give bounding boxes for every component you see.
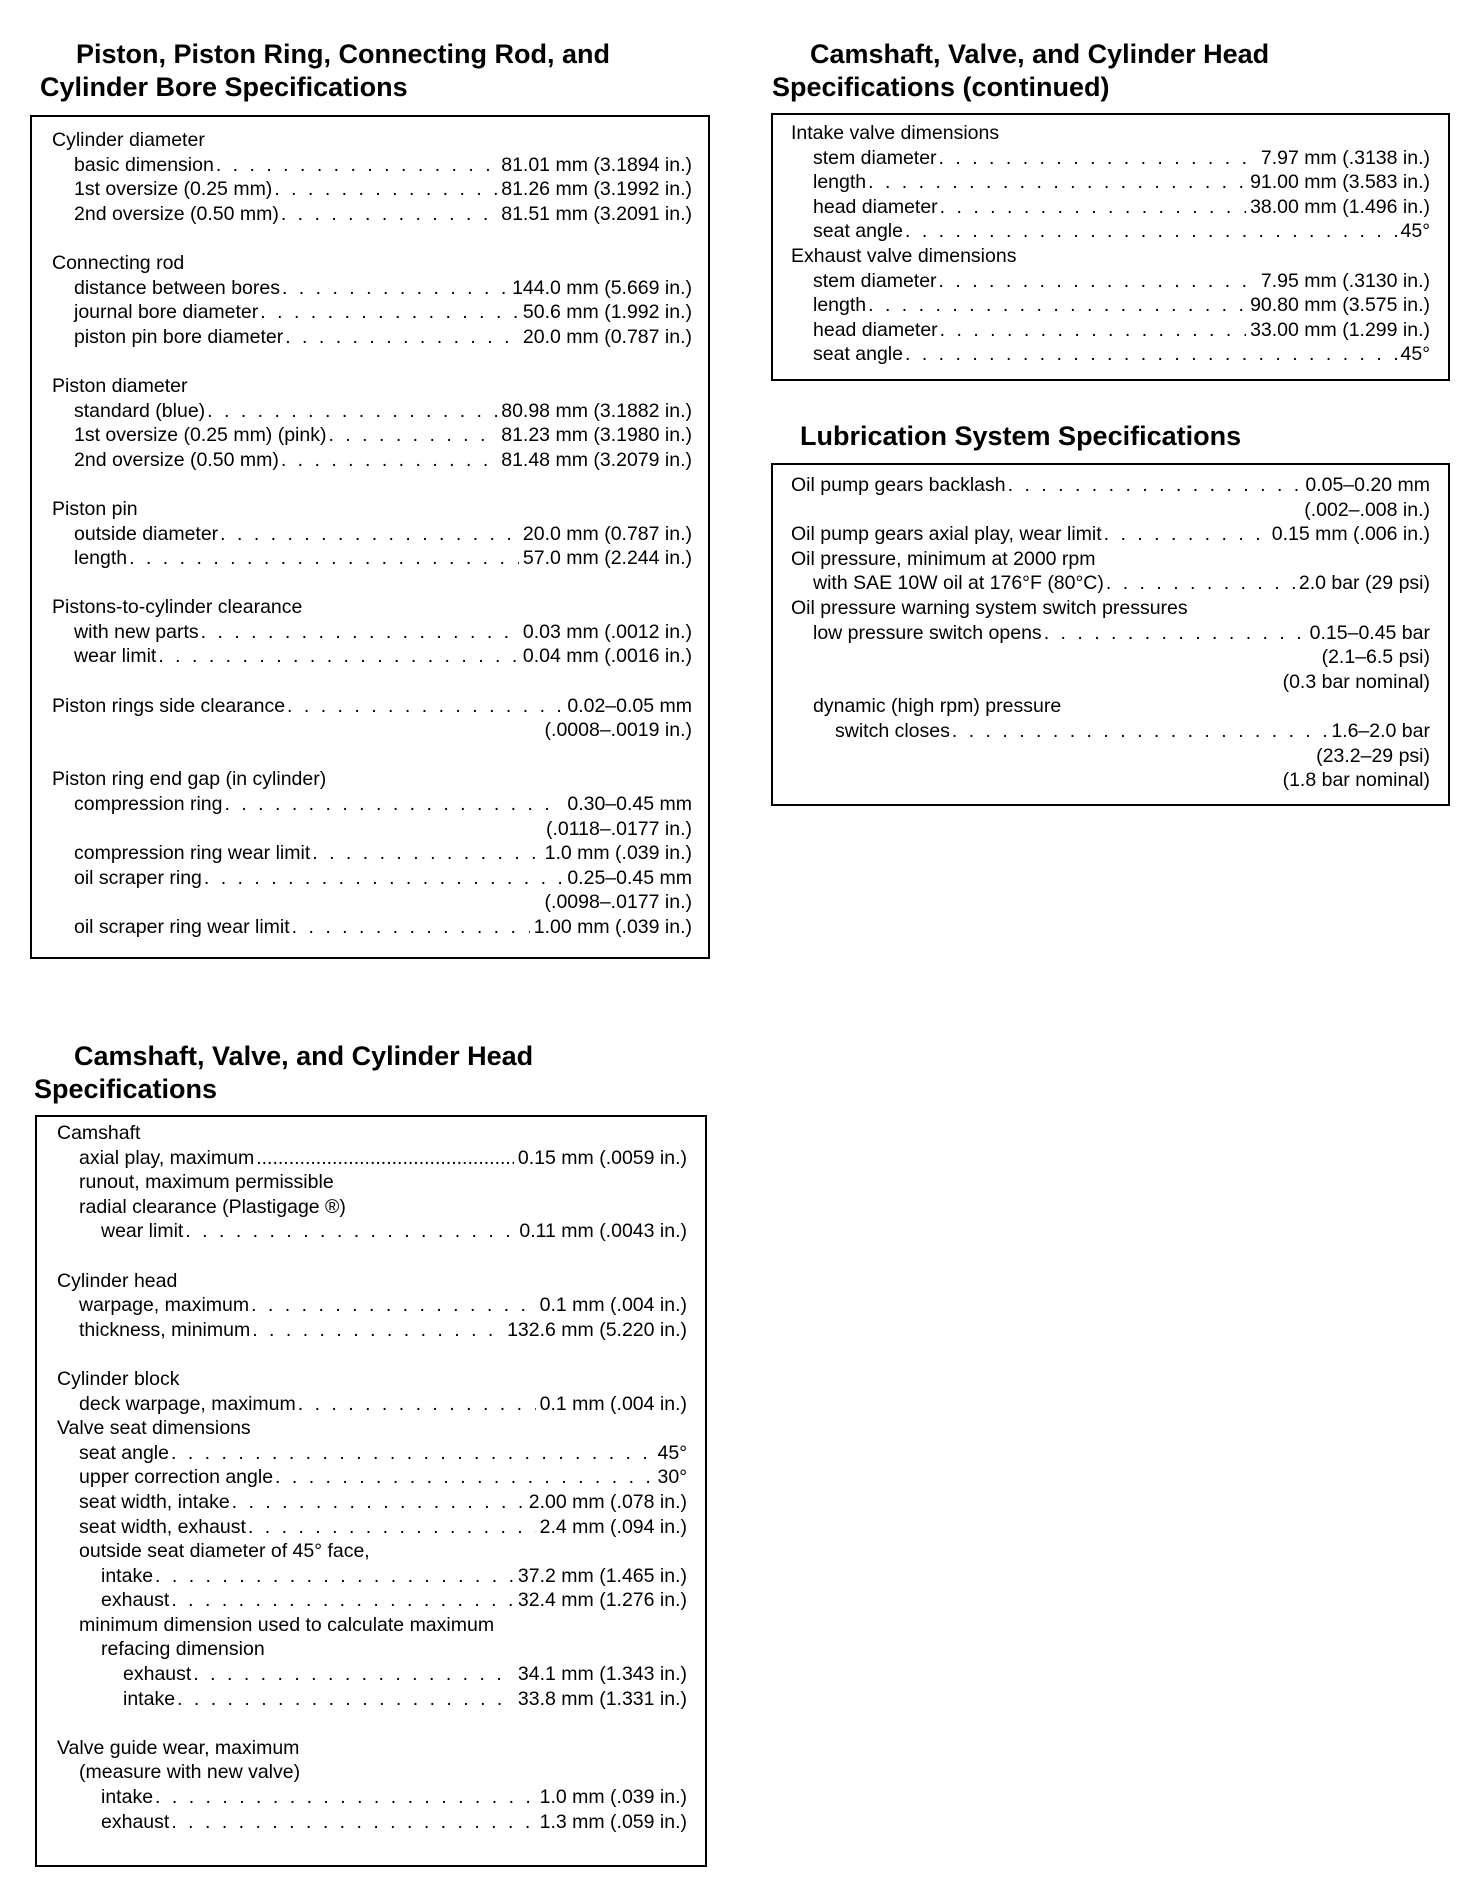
spec-row: oil scraper ring . . . 0.25–0.45 mm (52, 866, 692, 891)
spec-row: head diameter . . . 33.00 mm (1.299 in.) (791, 318, 1430, 343)
spec-row: oil scraper ring wear limit . . . 1.00 mm (.039 in.) (52, 915, 692, 940)
spec-row: seat angle . . . 45° (791, 219, 1430, 244)
camshaft-cont-section (772, 38, 1452, 104)
spec-row-continuation: (1.8 bar nominal) (1282, 769, 1430, 792)
text-row: runout, maximum permissible (79, 1171, 334, 1194)
group-heading: Cylinder block (57, 1367, 180, 1390)
spec-row-continuation: (.0098–.0177 in.) (544, 891, 692, 914)
spec-row: outside diameter . . . 20.0 mm (0.787 in.) (52, 522, 692, 547)
group-heading: Exhaust valve dimensions (791, 244, 1017, 267)
spec-row: low pressure switch opens . . . 0.15–0.45 bar (791, 621, 1430, 646)
camshaft-spec-box (35, 1115, 707, 1867)
group-heading: Pistons-to-cylinder clearance (52, 596, 303, 619)
group-heading: Oil pressure warning system switch pressures (791, 596, 1188, 619)
group-heading: Cylinder head (57, 1269, 178, 1292)
text-row: refacing dimension (101, 1638, 265, 1661)
spec-row-continuation: (2.1–6.5 psi) (1321, 646, 1430, 669)
title-line-1: Piston, Piston Ring, Connecting Rod, and (76, 39, 610, 69)
spec-row: 2nd oversize (0.50 mm) . . . 81.48 mm (3.2079 in.) (52, 448, 692, 473)
spec-row: compression ring wear limit . . . 1.0 mm (.039 in.) (52, 841, 692, 866)
spec-row: deck warpage, maximum . . . 0.1 mm (.004 in.) (57, 1392, 687, 1417)
title-line-2: Specifications (continued) (772, 72, 1110, 102)
camshaft-spec-title (30, 1040, 710, 1106)
text-row: outside seat diameter of 45° face, (79, 1540, 370, 1563)
spec-row: basic dimension . . . 81.01 mm (3.1894 in.) (52, 153, 692, 178)
spec-row: with new parts . . . 0.03 mm (.0012 in.) (52, 620, 692, 645)
spec-row-continuation: (.0118–.0177 in.) (546, 817, 692, 840)
spec-row: with SAE 10W oil at 176°F (80°C) . . . 2.0 bar (29 psi) (791, 571, 1430, 596)
group-heading: Piston diameter (52, 374, 188, 397)
camshaft-spec-section (30, 1040, 710, 1106)
spec-row: intake . . . 37.2 mm (1.465 in.) (57, 1564, 687, 1589)
title-line-1: Camshaft, Valve, and Cylinder Head (810, 39, 1270, 69)
spec-row: wear limit . . . 0.04 mm (.0016 in.) (52, 644, 692, 669)
text-row: dynamic (high rpm) pressure (813, 695, 1062, 718)
lube-title: Lubrication System Specifications (800, 421, 1242, 451)
group-heading: Oil pressure, minimum at 2000 rpm (791, 547, 1096, 570)
spec-row: axial play, maximum ..... 0.15 mm (.0059 in.) (57, 1146, 687, 1171)
spec-row: piston pin bore diameter . . . 20.0 mm (0.787 in.) (52, 325, 692, 350)
spec-row: length . . . 57.0 mm (2.244 in.) (52, 546, 692, 571)
spec-row: Oil pump gears backlash . . . 0.05–0.20 mm (791, 473, 1430, 498)
spec-row: distance between bores . . . 144.0 mm (5.669 in.) (52, 276, 692, 301)
piston-spec-title (30, 38, 710, 104)
spec-row: compression ring . . . 0.30–0.45 mm (52, 792, 692, 817)
spec-row: upper correction angle . . . 30° (57, 1465, 687, 1490)
spec-row: exhaust . . . 34.1 mm (1.343 in.) (57, 1662, 687, 1687)
spec-row: exhaust . . . 32.4 mm (1.276 in.) (57, 1588, 687, 1613)
spec-row: 1st oversize (0.25 mm) (pink) . . . 81.23 mm (3.1980 in.) (52, 423, 692, 448)
spec-row: wear limit . . . 0.11 mm (.0043 in.) (57, 1219, 687, 1244)
piston-spec-box (30, 115, 710, 959)
spec-row-continuation: (23.2–29 psi) (1316, 744, 1430, 767)
text-row: (measure with new valve) (79, 1761, 301, 1784)
spec-row: stem diameter . . . 7.95 mm (.3130 in.) (791, 269, 1430, 294)
spec-row: Oil pump gears axial play, wear limit . . . 0.15 mm (.006 in.) (791, 522, 1430, 547)
group-heading: Intake valve dimensions (791, 122, 1000, 144)
spec-row: exhaust . . . 1.3 mm (.059 in.) (57, 1810, 687, 1835)
spec-row: stem diameter . . . 7.97 mm (.3138 in.) (791, 146, 1430, 171)
group-heading: Camshaft (57, 1122, 141, 1144)
spec-row: length . . . 90.80 mm (3.575 in.) (791, 293, 1430, 318)
group-heading: Connecting rod (52, 251, 185, 274)
spec-row: switch closes . . . 1.6–2.0 bar (791, 719, 1430, 744)
spec-row: seat width, intake . . . 2.00 mm (.078 in.) (57, 1490, 687, 1515)
spec-row: seat width, exhaust . . . 2.4 mm (.094 in.) (57, 1515, 687, 1540)
group-heading: Valve seat dimensions (57, 1417, 251, 1440)
title-line-2: Cylinder Bore Specifications (40, 72, 408, 102)
spec-row-continuation: (.002–.008 in.) (1304, 498, 1430, 521)
title-line-1: Camshaft, Valve, and Cylinder Head (74, 1041, 534, 1071)
group-heading: Piston ring end gap (in cylinder) (52, 768, 327, 791)
spec-row-continuation: (0.3 bar nominal) (1282, 670, 1430, 693)
spec-row: intake . . . 1.0 mm (.039 in.) (57, 1785, 687, 1810)
spec-row: seat angle . . . 45° (791, 342, 1430, 367)
camshaft-cont-box (771, 113, 1450, 381)
spec-row: warpage, maximum . . . 0.1 mm (.004 in.) (57, 1293, 687, 1318)
lube-section (800, 420, 1440, 453)
piston-spec-section (30, 38, 710, 104)
group-heading: Valve guide wear, maximum (57, 1736, 300, 1759)
spec-row: thickness, minimum . . . 132.6 mm (5.220 in.) (57, 1318, 687, 1343)
spec-row: standard (blue) . . . 80.98 mm (3.1882 in.) (52, 399, 692, 424)
spec-row: 2nd oversize (0.50 mm) . . . 81.51 mm (3.2091 in.) (52, 202, 692, 227)
lube-box (771, 463, 1450, 806)
camshaft-cont-title (772, 38, 1452, 104)
spec-row: seat angle . . . 45° (57, 1441, 687, 1466)
spec-row: journal bore diameter . . . 50.6 mm (1.992 in.) (52, 300, 692, 325)
title-line-2: Specifications (34, 1074, 218, 1104)
spec-row: length . . . 91.00 mm (3.583 in.) (791, 170, 1430, 195)
spec-row: Piston rings side clearance . . . 0.02–0.05 mm (52, 694, 692, 719)
text-row: minimum dimension used to calculate maximum (79, 1613, 495, 1636)
text-row: radial clearance (Plastigage ®) (79, 1195, 346, 1218)
spec-row: intake . . . 33.8 mm (1.331 in.) (57, 1687, 687, 1712)
spec-row: 1st oversize (0.25 mm) . . . 81.26 mm (3.1992 in.) (52, 177, 692, 202)
spec-row-continuation: (.0008–.0019 in.) (544, 719, 692, 742)
group-heading: Piston pin (52, 497, 138, 520)
group-heading: Cylinder diameter (52, 129, 205, 151)
spec-row: head diameter . . . 38.00 mm (1.496 in.) (791, 195, 1430, 220)
